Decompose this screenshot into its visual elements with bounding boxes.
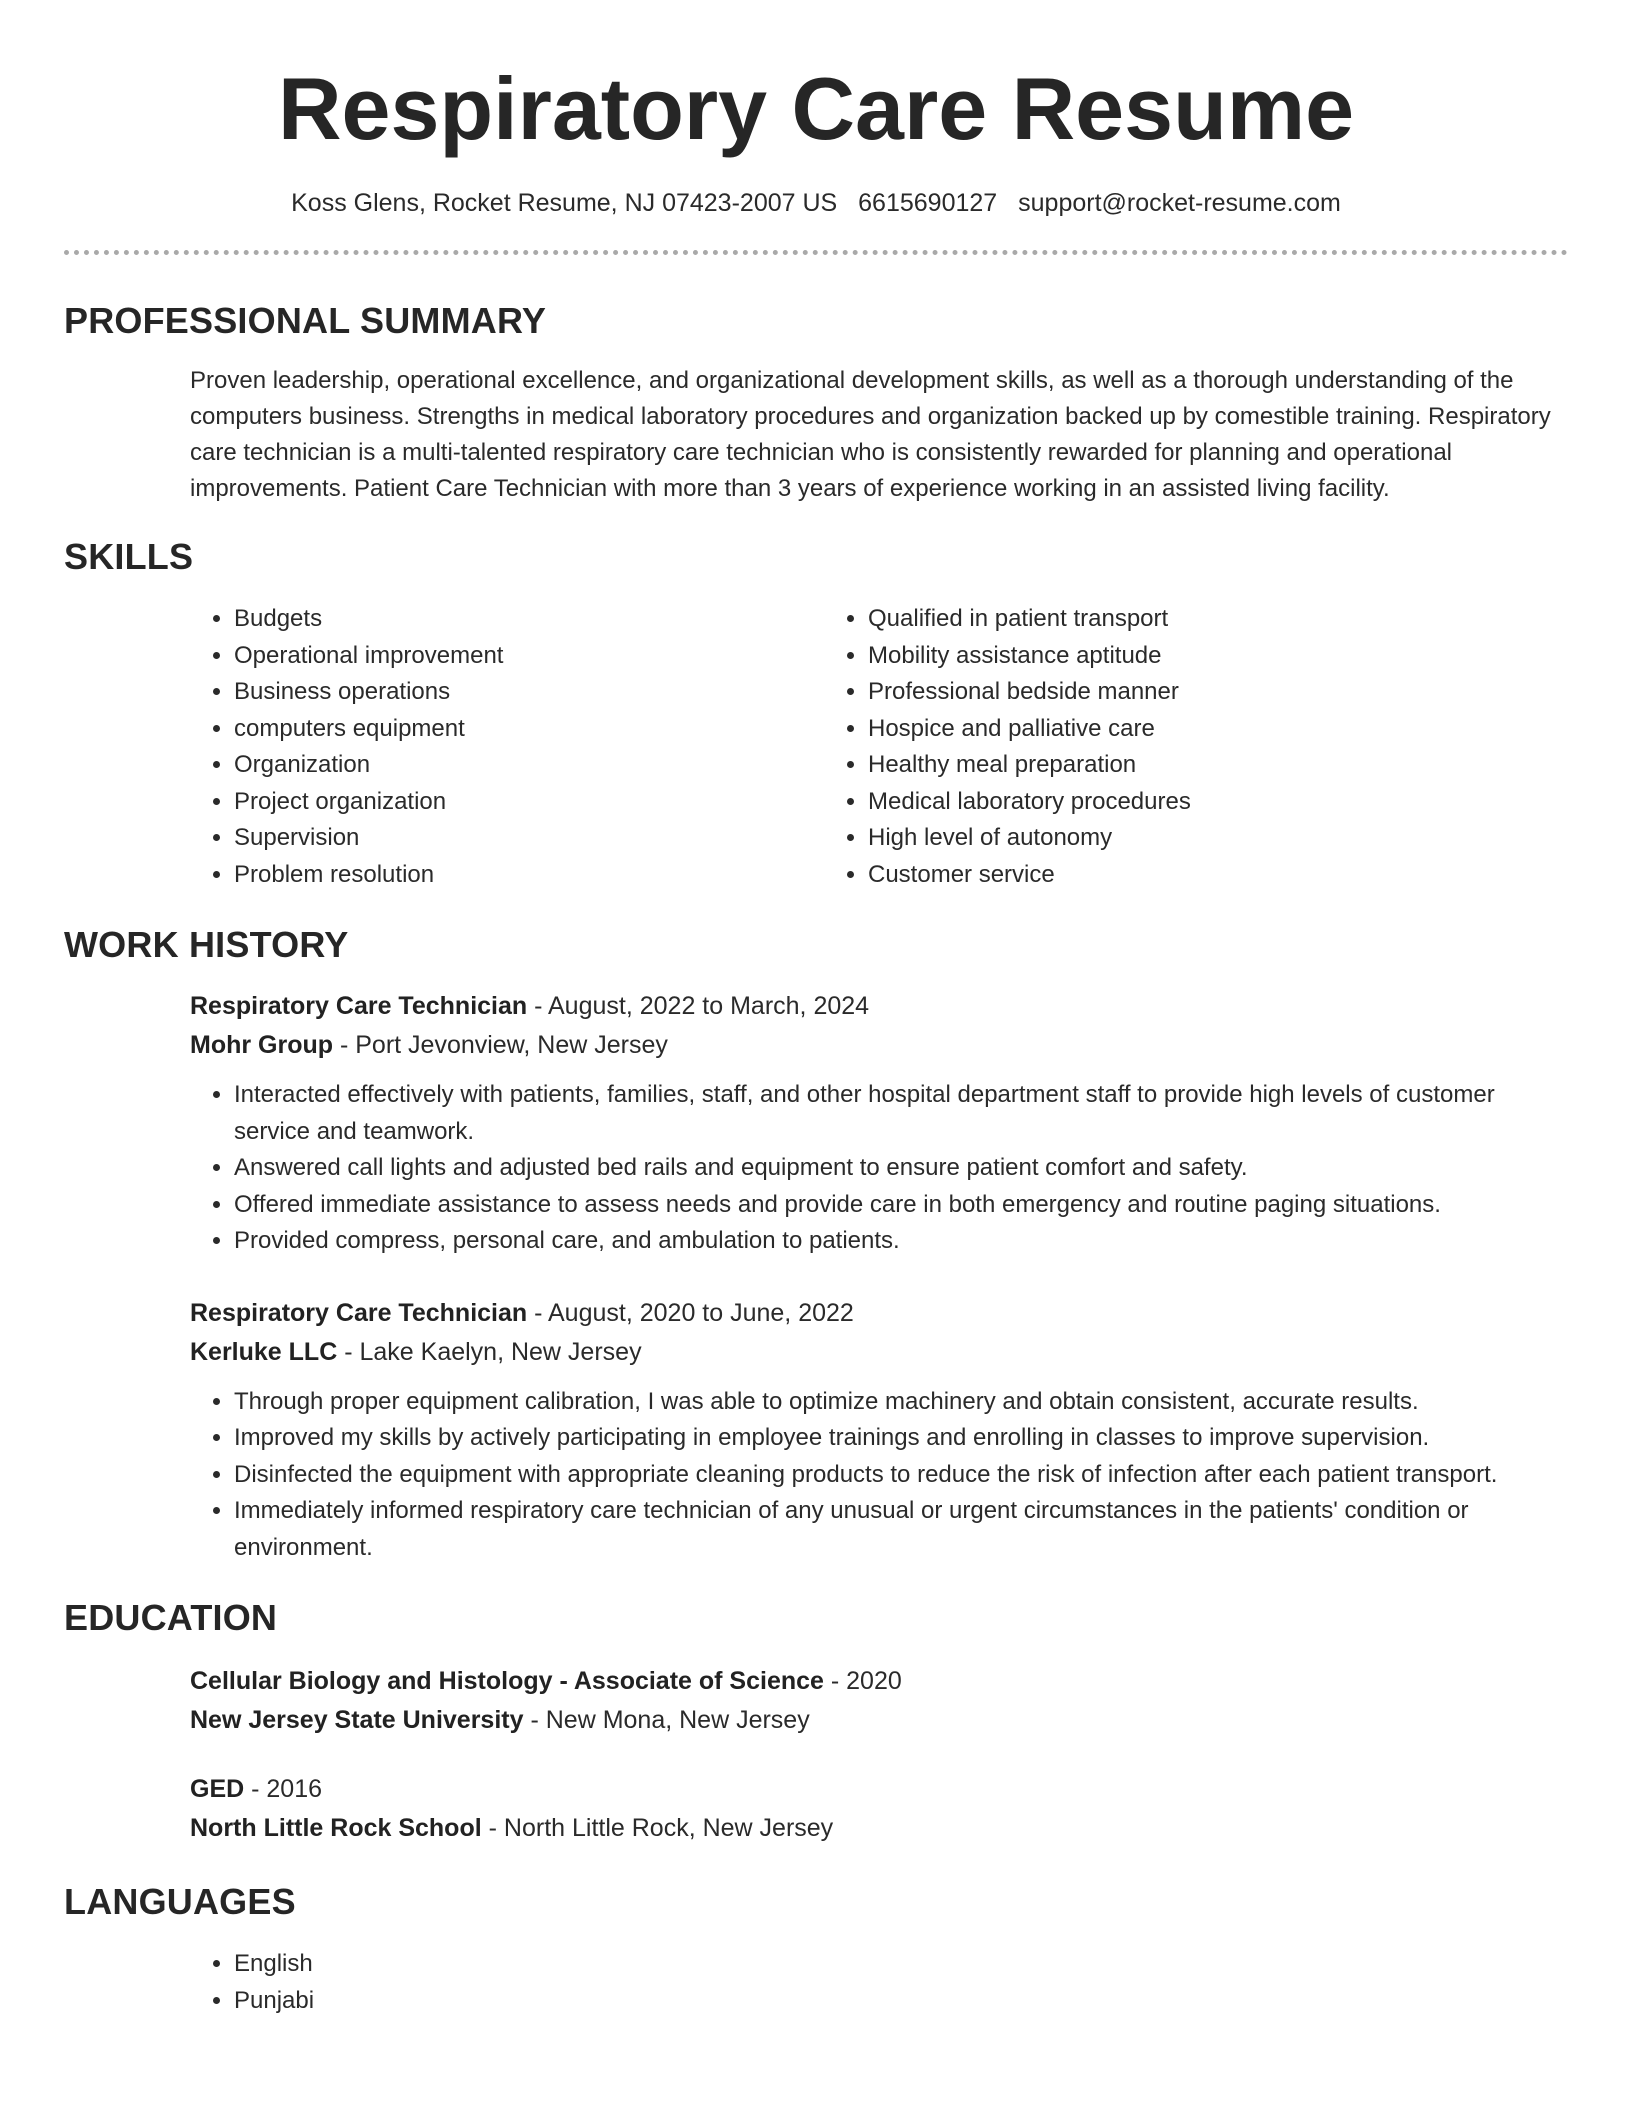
job-bullet: • Answered call lights and adjusted bed rails and equipment to ensure patient comfort and safety. (234, 1150, 1568, 1187)
job-bullet: • Offered immediate assistance to assess needs and provide care in both emergency and routine paging situations. (234, 1187, 1568, 1224)
skill-item: • Project organization (234, 784, 824, 821)
skill-item: • Medical laboratory procedures (868, 784, 1458, 821)
work-history-heading: WORK HISTORY (64, 924, 349, 965)
contact-info (64, 186, 1568, 220)
skill-item: • Customer service (868, 857, 1458, 894)
summary-text: Proven leadership, operational excellence, and organizational development skills, as well as a thorough understanding of the computers business. Strengths in medical laboratory procedures and organization backed up by comestible training. Respiratory care technician is a multi-talented respiratory care technician who is consistently rewarded for planning and operational improvements. Patient Care Technician with more than 3 years of experience working in an assisted living facility. (190, 367, 1551, 502)
education-school: North Little Rock School (190, 1814, 482, 1842)
job-location: - Port Jevonview, New Jersey (333, 1031, 668, 1059)
job-dates: - August, 2020 to June, 2022 (527, 1298, 854, 1327)
skill-item: • Healthy meal preparation (868, 747, 1458, 784)
job-dates: - August, 2022 to March, 2024 (527, 992, 870, 1020)
languages-heading: LANGUAGES (64, 1881, 296, 1922)
skill-item: • Professional bedside manner (868, 674, 1458, 711)
skill-item: • Organization (234, 747, 824, 784)
skills-right-list (824, 601, 1458, 893)
job-company: Kerluke LLC (190, 1337, 338, 1366)
education-location: - North Little Rock, New Jersey (481, 1814, 834, 1842)
education-degree-line (190, 1662, 1568, 1701)
job-role-line (190, 987, 1568, 1026)
job-bullet: • Provided compress, personal care, and ambulation to patients. (234, 1223, 1568, 1260)
job-company-line (190, 1333, 1568, 1372)
education-degree: Cellular Biology and Histology - Associate of Science (190, 1667, 824, 1695)
education-degree-line (190, 1770, 1568, 1809)
skills-grid (190, 601, 1568, 893)
education-year: - 2020 (823, 1667, 902, 1695)
skill-item: • computers equipment (234, 711, 824, 748)
contact-phone: 6615690127 (858, 189, 998, 217)
education-school-line (190, 1809, 1568, 1848)
job-bullet: • Improved my skills by actively participating in employee trainings and enrolling in classes to improve supervision. (234, 1420, 1568, 1457)
job-bullets (190, 1384, 1568, 1567)
job-role: Respiratory Care Technician (190, 992, 528, 1020)
job-role: Respiratory Care Technician (190, 1298, 528, 1327)
languages-list (190, 1946, 1568, 2019)
education-location: - New Mona, New Jersey (523, 1706, 810, 1734)
contact-address: Koss Glens, Rocket Resume, NJ 07423-2007 US (291, 189, 838, 217)
job-entry (190, 1294, 1568, 1567)
job-location: - Lake Kaelyn, New Jersey (337, 1337, 642, 1366)
skill-item: • Business operations (234, 674, 824, 711)
skill-item: • Supervision (234, 820, 824, 857)
education-heading: EDUCATION (64, 1597, 278, 1638)
education-degree: GED (190, 1775, 245, 1803)
skill-item: • Operational improvement (234, 638, 824, 675)
education-entry (190, 1662, 1568, 1740)
summary-heading: PROFESSIONAL SUMMARY (64, 300, 547, 341)
job-bullets (190, 1077, 1568, 1260)
skills-heading: SKILLS (64, 536, 194, 577)
job-company: Mohr Group (190, 1031, 334, 1059)
header-divider (64, 250, 1568, 255)
skill-item: • Mobility assistance aptitude (868, 638, 1458, 675)
job-bullet: • Disinfected the equipment with appropriate cleaning products to reduce the risk of infection after each patient transport. (234, 1457, 1568, 1494)
skill-item: • Qualified in patient transport (868, 601, 1458, 638)
skill-item: • Hospice and palliative care (868, 711, 1458, 748)
job-bullet: • Interacted effectively with patients, families, staff, and other hospital department staff to provide high levels of customer service and teamwork. (234, 1077, 1568, 1150)
skill-item: • Problem resolution (234, 857, 824, 894)
job-entry (190, 987, 1568, 1260)
education-entry (190, 1770, 1568, 1848)
education-school-line (190, 1701, 1568, 1740)
job-bullet: • Through proper equipment calibration, I was able to optimize machinery and obtain consistent, accurate results. (234, 1384, 1568, 1421)
job-role-line (190, 1294, 1568, 1333)
contact-email: support@rocket-resume.com (1018, 189, 1341, 217)
skill-item: • High level of autonomy (868, 820, 1458, 857)
skill-item: • Budgets (234, 601, 824, 638)
education-school: New Jersey State University (190, 1706, 524, 1734)
education-year: - 2016 (244, 1775, 323, 1803)
job-company-line (190, 1026, 1568, 1065)
skills-left-list (190, 601, 824, 893)
resume-title: Respiratory Care Resume (277, 59, 1355, 158)
language-item: • Punjabi (234, 1983, 1568, 2020)
language-item: • English (234, 1946, 1568, 1983)
job-bullet: • Immediately informed respiratory care technician of any unusual or urgent circumstances in the patients' condition or environment. (234, 1493, 1568, 1566)
